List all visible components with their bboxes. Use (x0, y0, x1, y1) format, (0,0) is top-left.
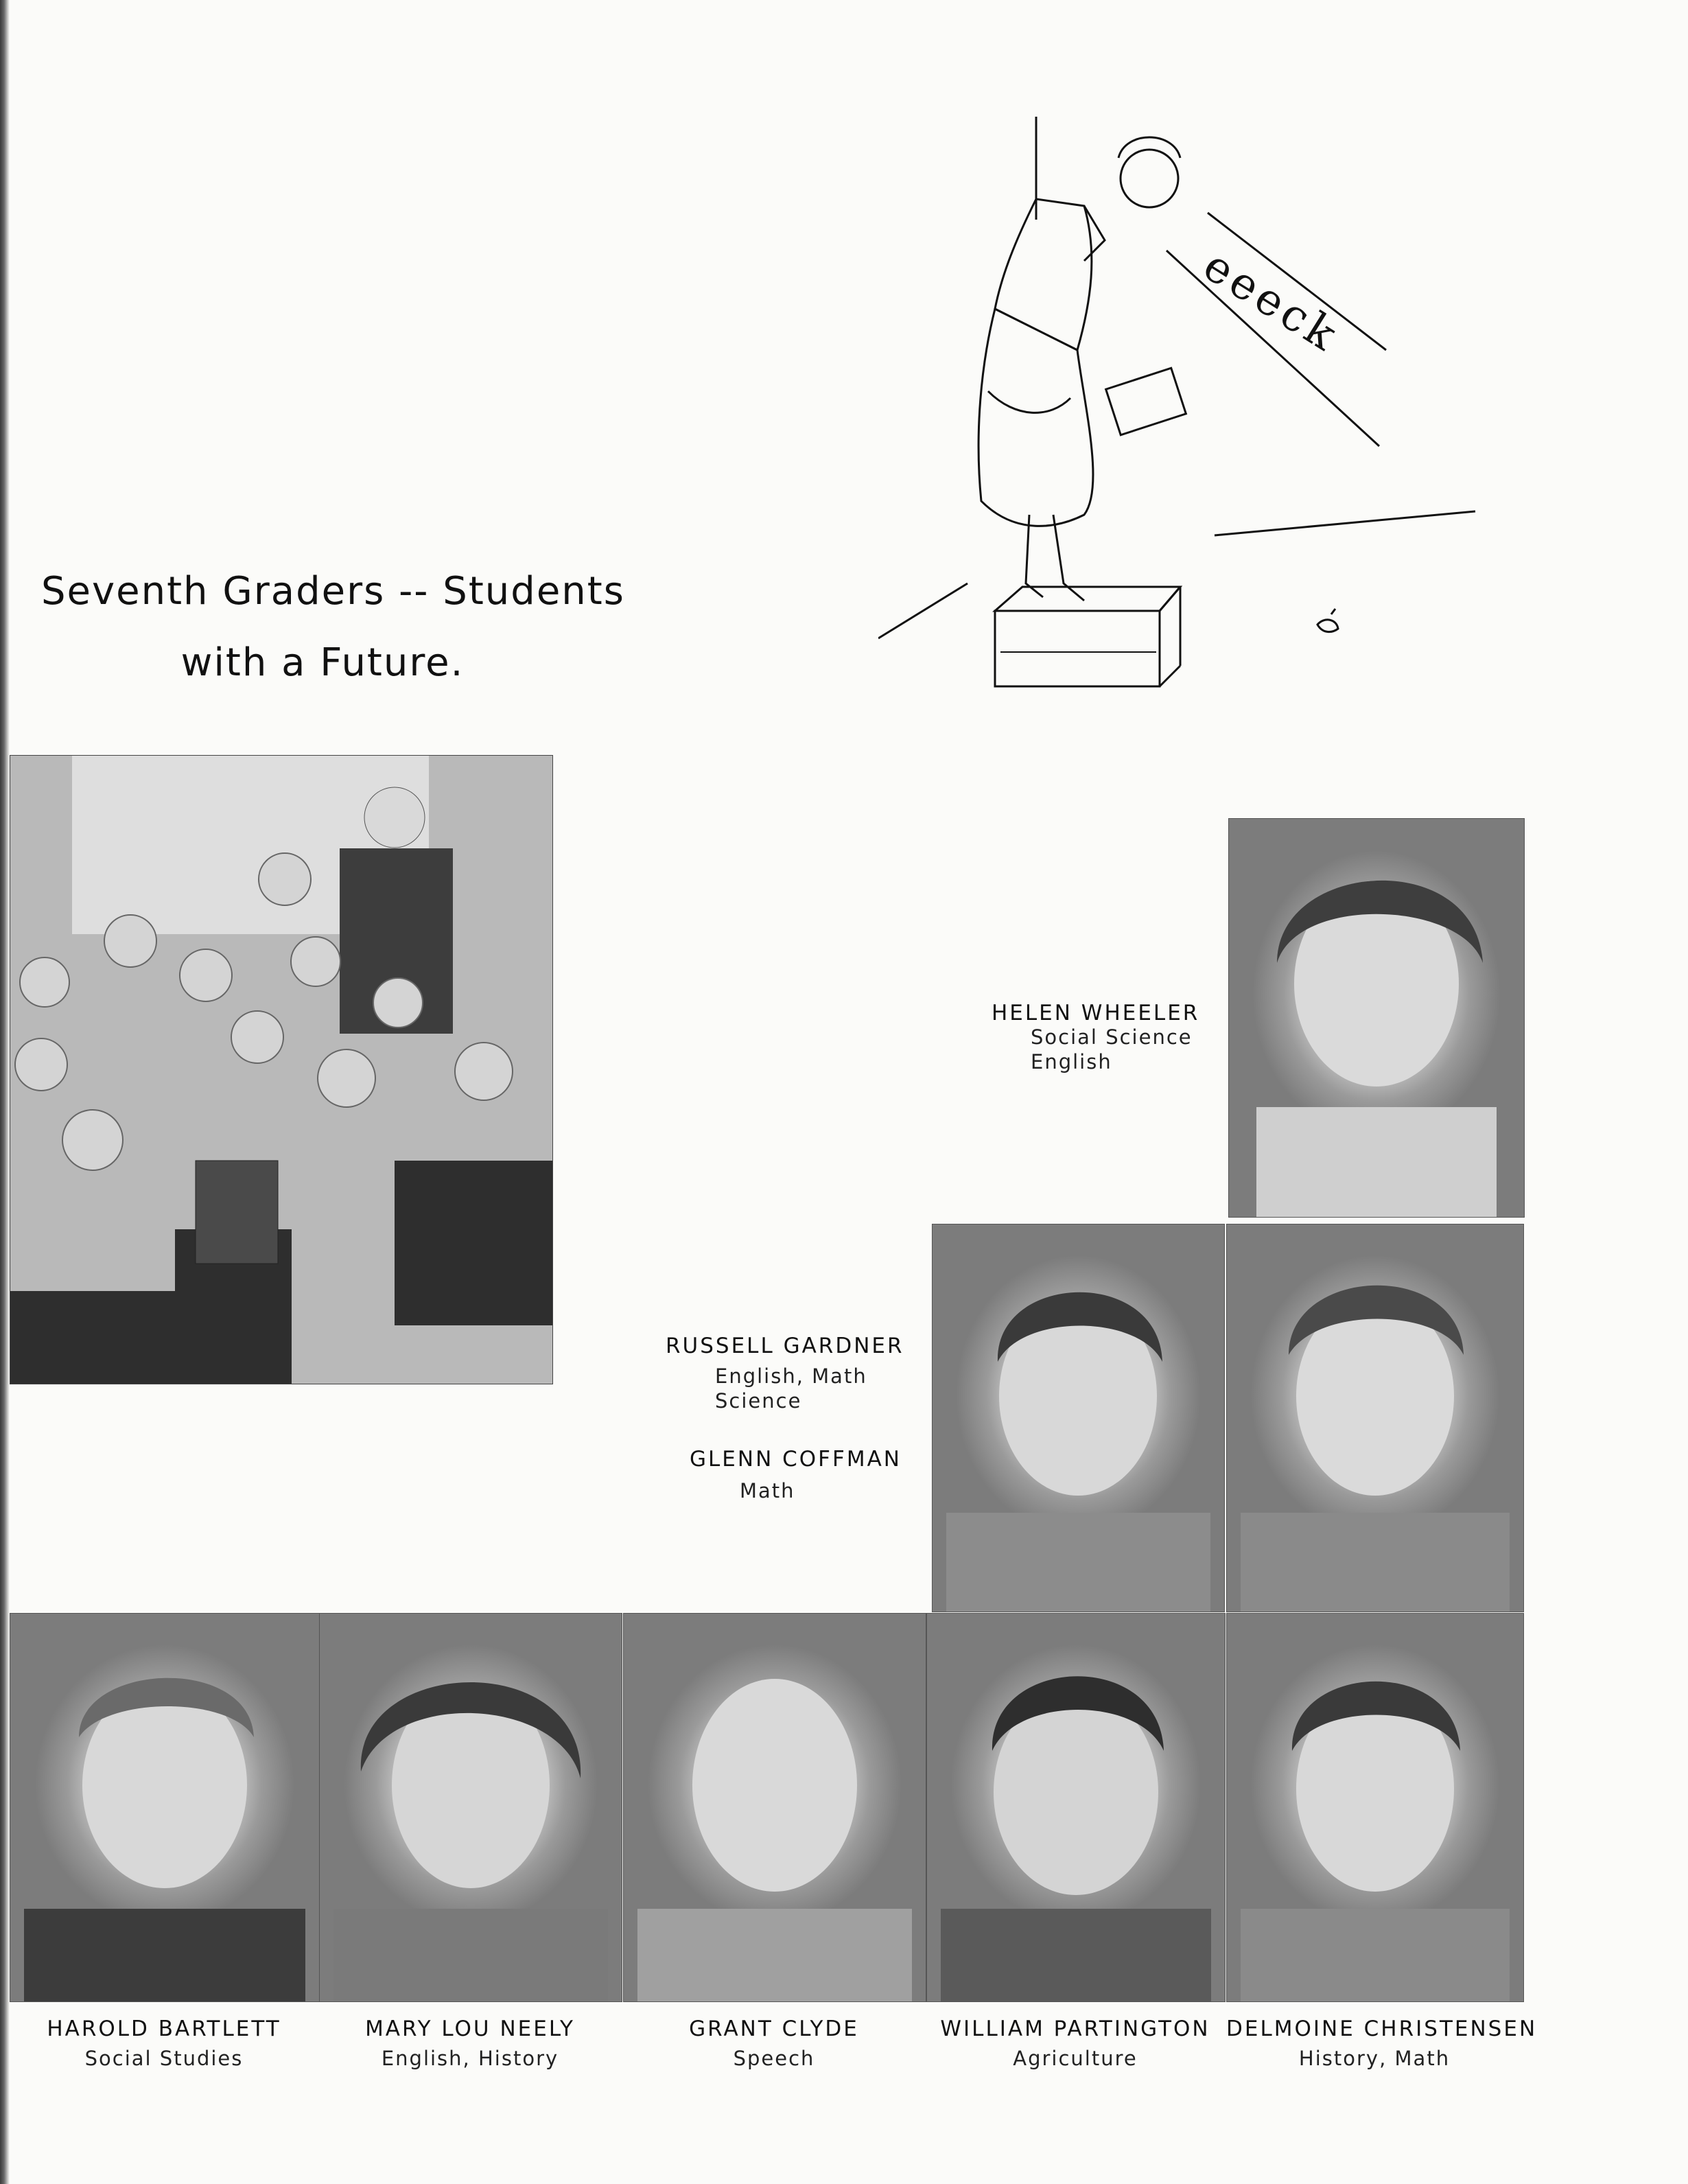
teacher-caption (623, 2017, 925, 2070)
teacher-subject: Science (715, 1389, 802, 1413)
portrait-glenn-coffman (1226, 1224, 1524, 1612)
page-headline (41, 556, 625, 699)
teacher-subject: Agriculture (1013, 2047, 1138, 2070)
class-photo (10, 755, 553, 1384)
teacher-name: GLENN COFFMAN (690, 1447, 902, 1472)
portrait-grant-clyde (623, 1613, 926, 2002)
teacher-subject: Social Studies (84, 2047, 244, 2070)
page-binding-edge (0, 0, 10, 2184)
portrait-william-partington (926, 1613, 1226, 2002)
portrait-delmoine-christensen (1226, 1613, 1524, 2002)
teacher-name: MARY LOU NEELY (365, 2017, 575, 2041)
teacher-caption (926, 2017, 1224, 2070)
teacher-subject: English, Math (715, 1364, 867, 1388)
teacher-caption (1226, 2017, 1538, 2070)
portrait-mary-lou-neely (319, 1613, 622, 2002)
portrait-russell-gardner (932, 1224, 1225, 1612)
portrait-harold-bartlett (10, 1613, 320, 2002)
headline-line-2: with a Future. (180, 640, 465, 685)
portrait-helen-wheeler (1228, 818, 1525, 1218)
teacher-caption (319, 2017, 621, 2070)
teacher-subject: Math (740, 1479, 795, 1502)
teacher-name: GRANT CLYDE (689, 2017, 859, 2041)
headline-line-1: Seventh Graders -- Students (41, 569, 625, 614)
teacher-subject: English, History (381, 2047, 559, 2070)
teacher-subject: Speech (733, 2047, 815, 2070)
teacher-subject: Social Science (1031, 1025, 1193, 1049)
teacher-caption (10, 2017, 318, 2070)
teacher-subject: History, Math (1298, 2047, 1451, 2070)
teacher-name: WILLIAM PARTINGTON (940, 2017, 1210, 2041)
cartoon-illustration (878, 103, 1496, 714)
teacher-name: HELEN WHEELER (992, 1001, 1200, 1025)
teacher-name: DELMOINE CHRISTENSEN (1226, 2017, 1538, 2041)
teacher-subject: English (1031, 1050, 1112, 1073)
eeeck-exclamation: eeeck (1194, 240, 1349, 363)
teacher-name: RUSSELL GARDNER (666, 1334, 904, 1358)
teacher-name: HAROLD BARTLETT (47, 2017, 281, 2041)
